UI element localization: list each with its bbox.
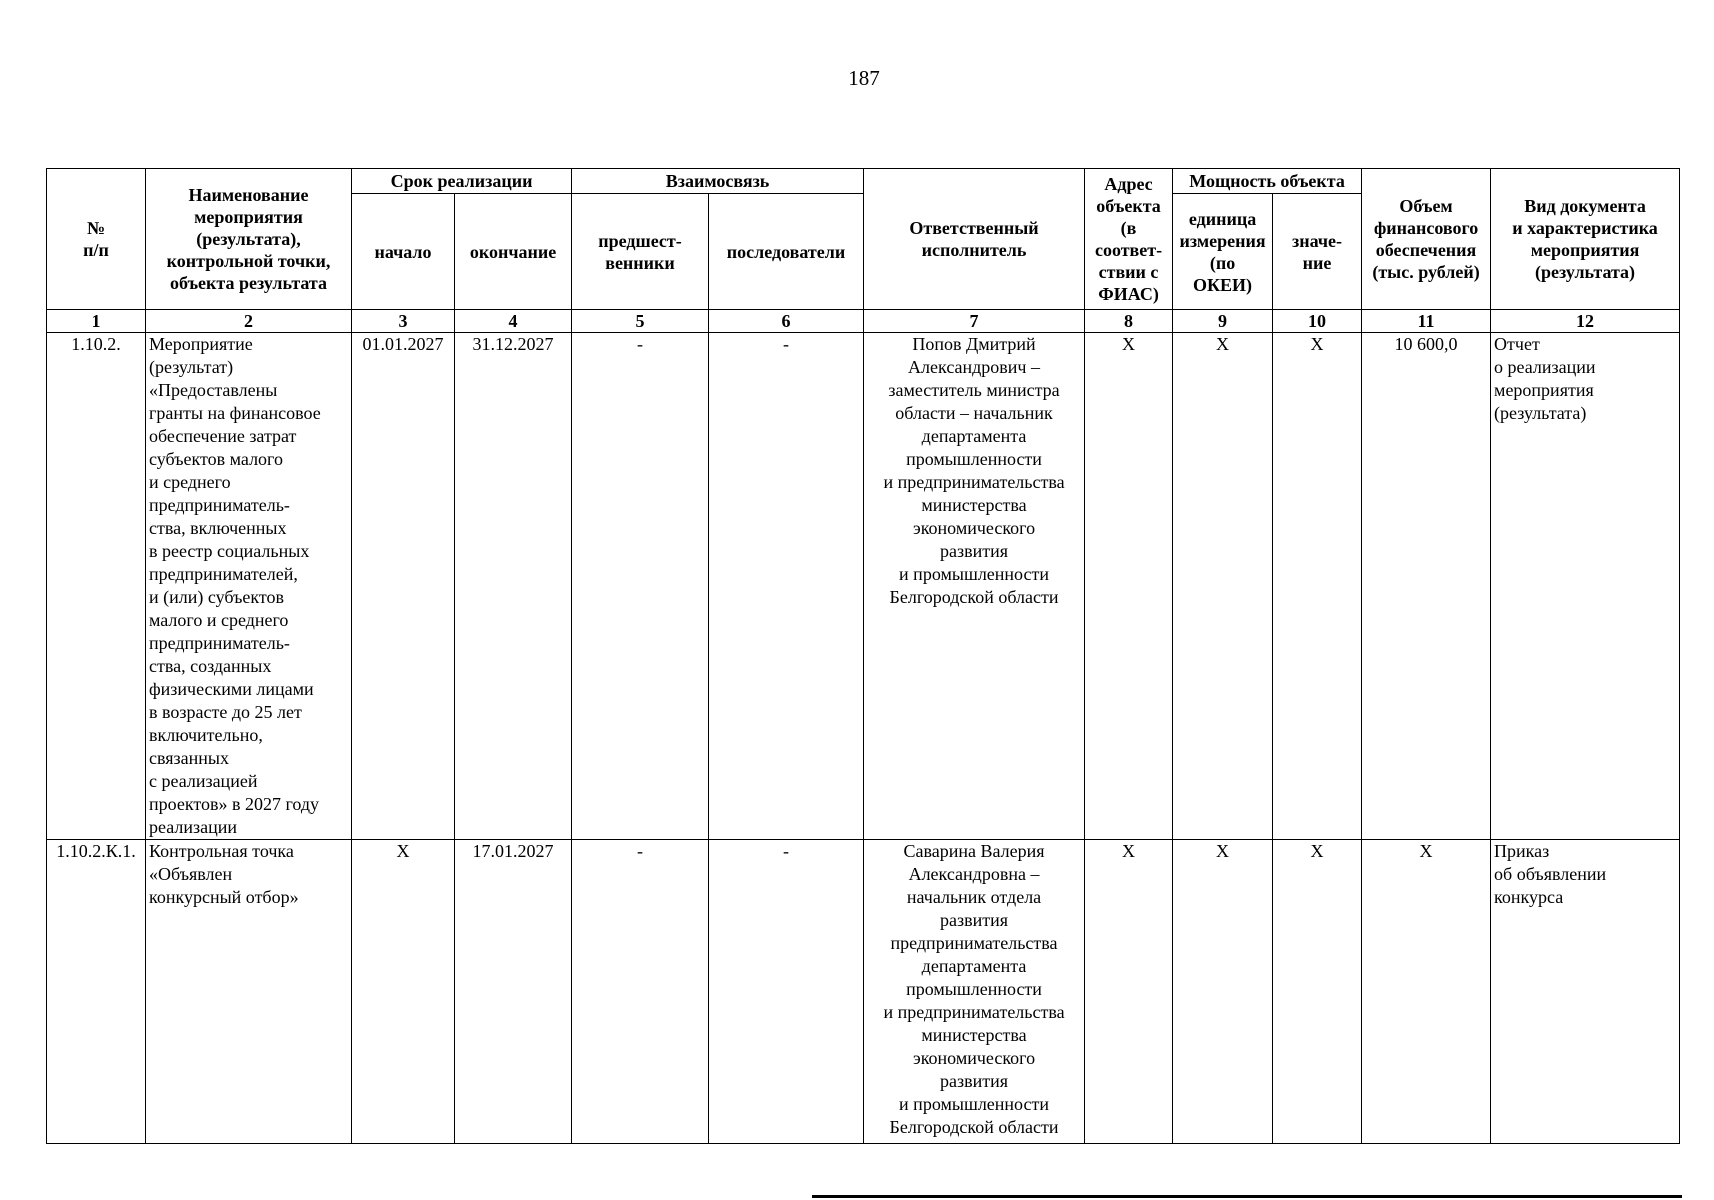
cell-unit: Х [1173, 840, 1273, 1144]
page-number: 187 [848, 66, 880, 90]
column-number: 5 [572, 310, 709, 333]
cell-predecessors: - [572, 333, 709, 840]
column-number: 1 [47, 310, 146, 333]
activity-plan-table [46, 168, 1680, 1144]
cell-name: Мероприятие (результат) «Предоставлены гранты на финансовое обеспечение затрат субъектов малого и среднего предприниматель- ства, включенных в реестр социальных предпринимателей, и (или) субъектов малого и среднего предприниматель- ства, созданных физическими лицами в возрасте до 25 лет включительно, связанных с реализацией проектов» в 2027 году реализации [146, 333, 352, 840]
cell-address: Х [1085, 333, 1173, 840]
header-responsible: Ответственный исполнитель [864, 169, 1085, 310]
header-predecessors: предшест- венники [572, 194, 709, 310]
column-number: 12 [1491, 310, 1680, 333]
column-number: 10 [1273, 310, 1362, 333]
column-number: 3 [352, 310, 455, 333]
cell-value: Х [1273, 840, 1362, 1144]
cell-end: 31.12.2027 [455, 333, 572, 840]
cell-value: Х [1273, 333, 1362, 840]
column-number: 7 [864, 310, 1085, 333]
header-end: окончание [455, 194, 572, 310]
cell-num: 1.10.2.К.1. [47, 840, 146, 1144]
header-name: Наименование мероприятия (результата), контрольной точки, объекта результата [146, 169, 352, 310]
header-value: значе- ние [1273, 194, 1362, 310]
header-start: начало [352, 194, 455, 310]
cell-name: Контрольная точка «Объявлен конкурсный отбор» [146, 840, 352, 1144]
cell-successors: - [709, 840, 864, 1144]
column-number: 4 [455, 310, 572, 333]
header-period: Срок реализации [352, 169, 572, 194]
header-row-groups [47, 169, 1680, 194]
cell-responsible: Саварина Валерия Александровна – начальник отдела развития предпринимательства департамента промышленности и предпринимательства министерства экономического развития и промышленности Белгородской области [864, 840, 1085, 1144]
column-number: 6 [709, 310, 864, 333]
table-row [47, 840, 1680, 1144]
cell-finance: 10 600,0 [1362, 333, 1491, 840]
cell-num: 1.10.2. [47, 333, 146, 840]
cell-start: 01.01.2027 [352, 333, 455, 840]
column-number: 8 [1085, 310, 1173, 333]
column-numbers-row [47, 310, 1680, 333]
header-successors: последователи [709, 194, 864, 310]
cell-responsible: Попов Дмитрий Александрович – заместитель министра области – начальник департамента промышленности и предпринимательства министерства экономического развития и промышленности Белгородской области [864, 333, 1085, 840]
cell-address: Х [1085, 840, 1173, 1144]
cell-successors: - [709, 333, 864, 840]
header-capacity: Мощность объекта [1173, 169, 1362, 194]
cell-doc-type: Отчет о реализации мероприятия (результата) [1491, 333, 1680, 840]
cell-start: Х [352, 840, 455, 1144]
table-row [47, 333, 1680, 840]
footer-rule [812, 1195, 1682, 1198]
column-number: 9 [1173, 310, 1273, 333]
header-unit: единица измерения (по ОКЕИ) [1173, 194, 1273, 310]
column-number: 2 [146, 310, 352, 333]
header-finance: Объем финансового обеспечения (тыс. рублей) [1362, 169, 1491, 310]
header-relation: Взаимосвязь [572, 169, 864, 194]
cell-finance: Х [1362, 840, 1491, 1144]
header-address: Адрес объекта (в соответ- ствии с ФИАС) [1085, 169, 1173, 310]
header-doc-type: Вид документа и характеристика мероприятия (результата) [1491, 169, 1680, 310]
cell-unit: Х [1173, 333, 1273, 840]
column-number: 11 [1362, 310, 1491, 333]
cell-doc-type: Приказ об объявлении конкурса [1491, 840, 1680, 1144]
header-num: № п/п [47, 169, 146, 310]
cell-predecessors: - [572, 840, 709, 1144]
cell-end: 17.01.2027 [455, 840, 572, 1144]
